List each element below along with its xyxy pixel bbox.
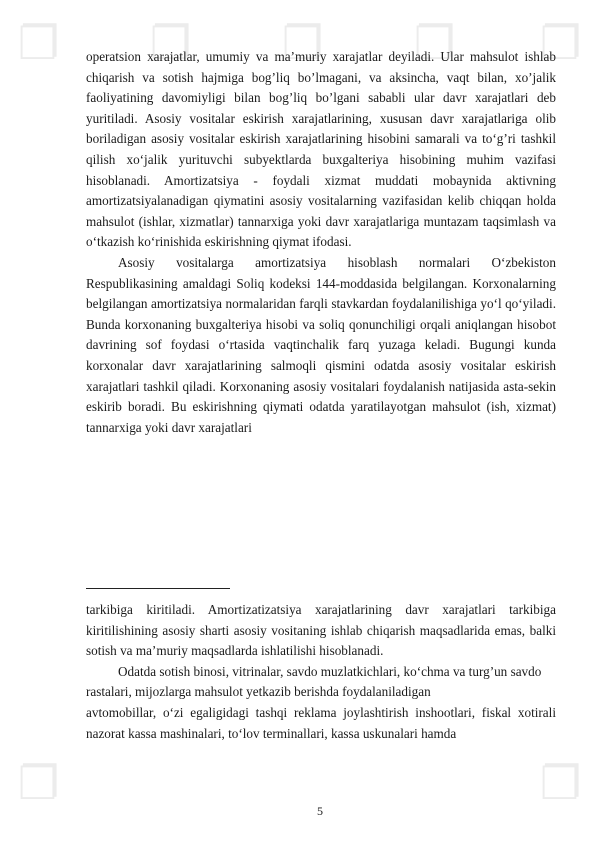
paragraph-2: Asosiy vositalarga amortizatsiya hisoblash normalari O‘zbekiston Respublikasining amaldagi Soliq kodeksi 144-moddasida belgilangan. Korxonalarning belgilangan amortizatsiya normalaridan farqli stavkardan foydalanilishiga yo‘l qo‘yiladi. Bunda korxonaning buxgalteriya hisobi va soliq qonunchiligi orqali aniqlangan hisobot davrining sof foydasi o‘rtasida vaqtinchalik farq yuzaga keladi. Bugungi kunda korxonalar davr xarajatlarining salmoqli qismini odatda asosiy vositalar eskirish xarajatlari tashkil qiladi. Korxonaning asosiy vositalari foydalanish natijasida asta-sekin eskirib boradi. Bu eskirishning qiymati odatda yaratilayotgan mahsulot (ish, xizmat) tannarxiga yoki davr xarajatlari	[86, 254, 556, 435]
continued-text	[86, 600, 556, 744]
main-text	[86, 47, 556, 438]
document-watermark-icon: ❐	[282, 16, 324, 70]
paragraph-1: operatsion xarajatlar, umumiy va ma’muriy xarajatlar deyiladi. Ular mahsulot ishlab chiqarish va sotish hajmiga bog’liq bo’lmagani, va aksincha, vaqt bilan, xo’jalik faoliyatining davomiyligi bilan bog’liq bo’lgani sababli ular davr xarajatlari deb yuritiladi. Asosiy vositalar eskirish xarajatlarining, xususan davr xarajatlariga olib boriladigan asosiy vositalar eskirish xarajatlarining hisobini samarali va to‘g’ri tashkil qilish xo‘jalik yurituvchi subyektlarda buxgalteriya hisobining muhim vazifasi hisoblanadi. Amortizatsiya - foydali xizmat muddati mobaynida aktivning amortizatsiyalanadigan qiymatini asosiy vositalarning vazifasidan kelib chiqqan holda mahsulot (ishlar, xizmatlar) tannarxiga yoki davr xarajatlariga muntazam taqsimlash va o‘tkazish ko‘rinishida eskirishning qiymat ifodasi.	[86, 49, 556, 250]
page-number: 5	[317, 804, 323, 818]
document-watermark-icon: ❐	[540, 756, 582, 810]
document-watermark-icon: ❐	[18, 756, 60, 810]
document-watermark-icon: ❐	[18, 16, 60, 70]
paragraph-3: tarkibiga kiritiladi. Amortizatizatsiya xarajatlarining davr xarajatlari tarkibiga kiritilishining asosiy sharti asosiy vositaning ishlab chiqarish maqsadlarida emas, balki sotish va ma’muriy maqsadlarda ishlatilishi hisoblanadi.	[86, 602, 556, 659]
document-watermark-icon: ❐	[150, 16, 192, 70]
paragraph-4-line-2: avtomobillar, o‘zi egaligidagi tashqi reklama joylashtirish inshootlari, fiskal xotirali nazorat kassa mashinalari, to‘lov terminallari, kassa uskunalari hamda	[86, 704, 556, 741]
footnote-separator	[86, 588, 230, 589]
document-watermark-icon: ❐	[540, 16, 582, 70]
paragraph-4-line-1: Odatda sotish binosi, vitrinalar, savdo muzlatkichlari, ko‘chma va turg’un savdo rastalari, mijozlarga mahsulot yetkazib berishda foydalaniladigan	[86, 663, 542, 700]
document-watermark-icon: ❐	[414, 16, 456, 70]
